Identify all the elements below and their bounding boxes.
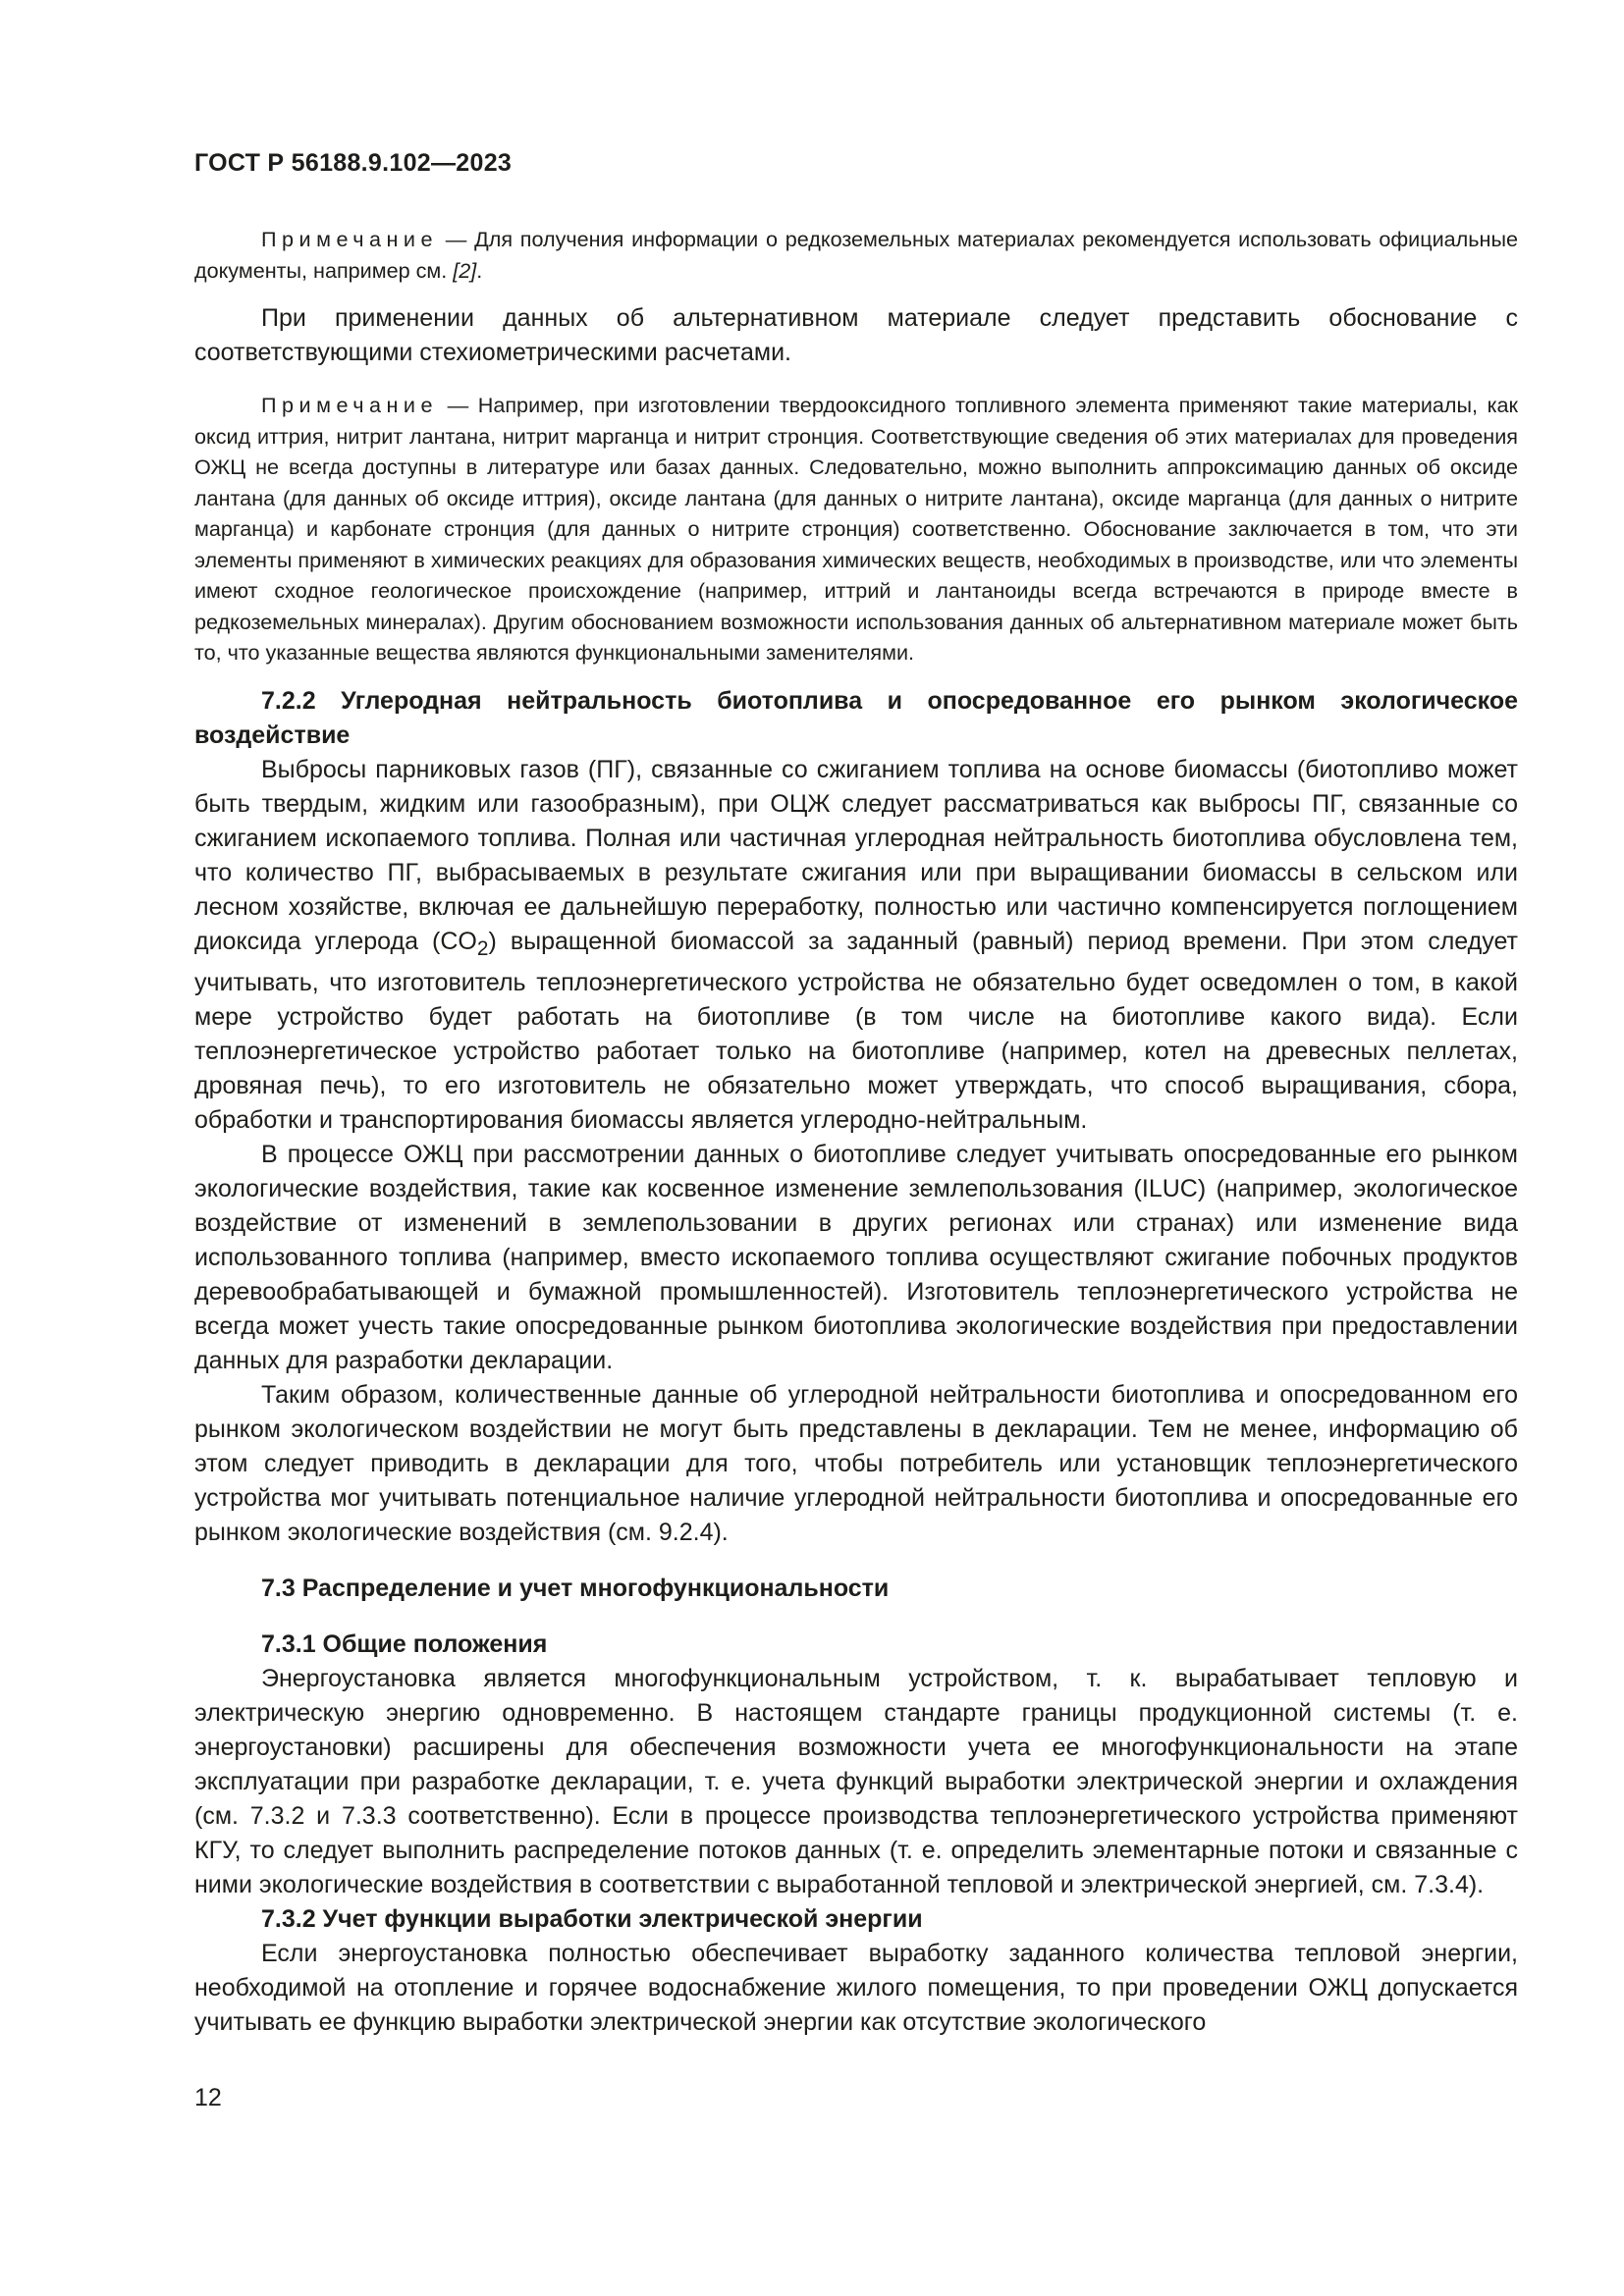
section-heading-7-2-2: 7.2.2 Углеродная нейтральность биотоплива и опосредованное его рынком экологическое воздействие (194, 686, 1518, 749)
note-label: Примечание (261, 227, 438, 251)
note-solid-oxide-example (194, 390, 1518, 668)
section-heading-7-3: 7.3 Распределение и учет многофункциональности (261, 1574, 890, 1602)
note-text: — Для получения информации о редкоземельных материалах рекомендуется использовать официальные документы, например см. (194, 227, 1518, 283)
paragraph-biofuel-emissions (194, 753, 1518, 1138)
section-heading-7-3-2: 7.3.2 Учет функции выработки электрической энергии (261, 1904, 923, 1933)
paragraph-text: ) выращенной биомассой за заданный (равный) период времени. При этом следует учитывать, что изготовитель теплоэнергетического устройства не обязательно будет осведомлен о том, в какой мере устройство будет работать на биотопливе (в том числе на биотопливе какого вида). Если теплоэнергетическое устройство работает только на биотопливе (например, котел на древесных пеллетах, дровяная печь), то его изготовитель не обязательно может утверждать, что способ выращивания, сбора, обработки и транспортирования биомассы является углеродно-нейтральным. (194, 927, 1518, 1134)
note-label: Примечание (261, 393, 438, 417)
note-reference: [2] (453, 257, 477, 283)
document-header: ГОСТ Р 56188.9.102—2023 (194, 149, 513, 177)
paragraph-conclusion: Таким образом, количественные данные об углеродной нейтральности биотоплива и опосредованном его рынком экологическом воздействии не могут быть представлены в декларации. Тем не менее, информацию об этом следует приводить в декларации для того, чтобы потребитель или установщик теплоэнергетического устройства мог учитывать потенциальное наличие углеродной нейтральности биотоплива и опосредованные его рынком экологические воздействия (см. 9.2.4). (194, 1380, 1518, 1546)
note-end: . (476, 257, 483, 283)
section-heading-7-3-1: 7.3.1 Общие положения (261, 1629, 548, 1658)
note-rare-earth (194, 224, 1518, 286)
paragraph-general-provisions: Энергоустановка является многофункциональным устройством, т. к. вырабатывает тепловую и электрическую энергию одновременно. В настоящем стандарте границы продукционной системы (т. е. энергоустановки) расширены для обеспечения возможности учета ее многофункциональности на этапе эксплуатации при разработке декларации, т. е. учета функций выработки электрической энергии и охлаждения (см. 7.3.2 и 7.3.3 соответственно). Если в процессе производства теплоэнергетического устройства применяют КГУ, то следует выполнить распределение потоков данных (т. е. определить элементарные потоки и связанные с ними экологические воздействия в соответствии с выработанной тепловой и электрической энергией, см. 7.3.4). (194, 1664, 1518, 1898)
paragraph-electric-energy: Если энергоустановка полностью обеспечивает выработку заданного количества тепловой энергии, необходимой на отопление и горячее водоснабжение жилого помещения, то при проведении ОЖЦ допускается учитывать ее функцию выработки электрической энергии как отсутствие экологического (194, 1939, 1518, 2036)
paragraph-iluc: В процессе ОЖЦ при рассмотрении данных о биотопливе следует учитывать опосредованные его рынком экологические воздействия, такие как косвенное изменение землепользования (ILUC) (например, экологическое воздействие от изменений в землепользовании в других регионах или странах) или изменение вида использованного топлива (например, вместо ископаемого топлива осуществляют сжигание побочных продуктов деревообрабатывающей и бумажной промышленностей). Изготовитель теплоэнергетического устройства не всегда может учесть такие опосредованные рынком биотоплива экологические воздействия при предоставлении данных для разработки декларации. (194, 1140, 1518, 1374)
page-content (194, 224, 1518, 2040)
subscript: 2 (476, 936, 489, 960)
page-number: 12 (194, 2084, 222, 2111)
paragraph-text: Выбросы парниковых газов (ПГ), связанные со сжиганием топлива на основе биомассы (биотопливо может быть твердым, жидким или газообразным), при ОЦЖ следует рассматриваться как выбросы ПГ, связанные со сжиганием ископаемого топлива. Полная или частичная углеродная нейтральность биотоплива обусловлена тем, что количество ПГ, выбрасываемых в результате сжигания или при выращивании биомассы в сельском или лесном хозяйстве, включая ее дальнейшую переработку, полностью или частично компенсируется поглощением диоксида углерода (CO (194, 755, 1518, 955)
note-text: — Например, при изготовлении твердооксидного топливного элемента применяют такие материалы, как оксид иттрия, нитрит лантана, нитрит марганца и нитрит стронция. Соответствующие сведения об этих материалах для проведения ОЖЦ не всегда доступны в литературе или базах данных. Следовательно, можно выполнить аппроксимацию данных об оксиде лантана (для данных об оксиде иттрия), оксиде лантана (для данных о нитрите лантана), оксиде марганца (для данных о нитрите марганца) и карбонате стронция (для данных о нитрите стронция) соответственно. Обоснование заключается в том, что эти элементы применяют в химических реакциях для образования химических веществ, необходимых в производстве, или что элементы имеют сходное геологическое происхождение (например, иттрий и лантаноиды всегда встречаются в природе вместе в редкоземельных минералах). Другим обоснованием возможности использования данных об альтернативном материале может быть то, что указанные вещества являются функциональными заменителями. (194, 393, 1518, 665)
paragraph-alternative-material: При применении данных об альтернативном материале следует представить обоснование с соответствующими стехиометрическими расчетами. (194, 304, 1518, 366)
